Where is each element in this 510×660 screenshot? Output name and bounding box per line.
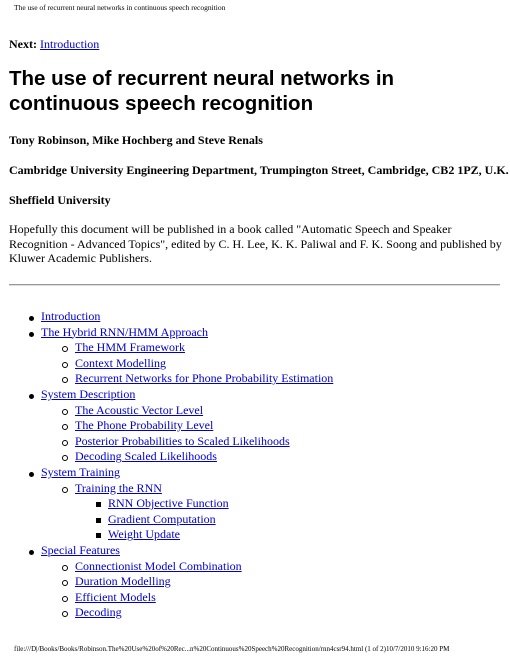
toc-item [0,496,333,512]
toc-item [0,418,333,434]
toc-item [0,356,333,372]
toc-item [0,605,333,621]
toc-item [0,340,333,356]
toc-item [0,527,333,543]
toc-item [0,590,333,606]
circle-bullet-icon [62,346,68,352]
table-of-contents [0,309,333,621]
disc-bullet-icon [29,316,34,321]
toc-item [0,434,333,450]
circle-bullet-icon [62,409,68,415]
toc-item [0,371,333,387]
toc-link[interactable]: Duration Modelling [75,574,171,589]
toc-item [0,481,333,497]
affiliation-cambridge: Cambridge University Engineering Department, Trumpington Street, Cambridge, CB2 1PZ, U.K. [9,163,509,177]
next-introduction-link[interactable]: Introduction [39,37,100,51]
print-footer-path: file:///D|/Books/Books/Robinson.The%20Use%20of%20Rec...n%20Continuous%20Speech%20Recognition/rnn4csr94.html (1 of 2)10/7/2010 9:16:20 PM [14,645,450,653]
toc-link[interactable]: Weight Update [108,527,181,542]
circle-bullet-icon [62,596,68,602]
toc-link[interactable]: RNN Objective Function [108,496,229,511]
disc-bullet-icon [29,472,34,477]
affiliation-sheffield: Sheffield University [9,193,111,207]
toc-link[interactable]: Special Features [41,542,120,557]
circle-bullet-icon [62,565,68,571]
toc-link[interactable]: The Acoustic Vector Level [75,402,204,417]
toc-item [0,559,333,575]
divider [9,284,500,286]
toc-item [0,574,333,590]
toc-link[interactable]: Context Modelling [75,355,166,370]
circle-bullet-icon [62,487,68,493]
square-bullet-icon [96,533,101,538]
toc-item [0,387,333,403]
toc-link[interactable]: Connectionist Model Combination [75,558,242,573]
page-title: The use of recurrent neural networks in continuous speech recognition [9,67,395,115]
toc-link[interactable]: Decoding [75,605,122,620]
square-bullet-icon [96,502,101,507]
toc-item [0,325,333,341]
toc-item [0,449,333,465]
circle-bullet-icon [62,362,68,368]
circle-bullet-icon [62,440,68,446]
circle-bullet-icon [62,611,68,617]
print-header-title: The use of recurrent neural networks in continuous speech recognition [14,3,226,12]
authors: Tony Robinson, Mike Hochberg and Steve Renals [9,133,263,147]
circle-bullet-icon [62,580,68,586]
square-bullet-icon [96,518,101,523]
toc-link[interactable]: System Training [41,464,121,479]
toc-item [0,465,333,481]
toc-link[interactable]: The Hybrid RNN/HMM Approach [41,324,208,339]
toc-link[interactable]: Gradient Computation [108,511,216,526]
disc-bullet-icon [29,394,34,399]
toc-link[interactable]: The HMM Framework [75,340,185,355]
toc-link[interactable]: Posterior Probabilities to Scaled Likelihoods [75,433,290,448]
toc-link[interactable]: Training the RNN [75,480,162,495]
circle-bullet-icon [62,424,68,430]
disc-bullet-icon [29,332,34,337]
circle-bullet-icon [62,455,68,461]
toc-item [0,403,333,419]
toc-item [0,512,333,528]
circle-bullet-icon [62,377,68,383]
disc-bullet-icon [29,550,34,555]
toc-item [0,543,333,559]
toc-link[interactable]: The Phone Probability Level [75,418,214,433]
next-navigation [9,37,99,52]
toc-link[interactable]: Recurrent Networks for Phone Probability Estimation [75,371,334,386]
toc-link[interactable]: Introduction [41,309,101,323]
toc-link[interactable]: Decoding Scaled Likelihoods [75,449,217,464]
toc-link[interactable]: Efficient Models [75,589,156,604]
toc-item [0,309,333,325]
publication-note: Hopefully this document will be published in a book called "Automatic Speech and Speaker Recognition - Advanced Topics", edited by C. H. Lee, K. K. Paliwal and F. K. Soong and published by Kluwer Academic Publishers. [9,222,502,265]
toc-link[interactable]: System Description [41,386,136,401]
next-label: Next: [9,37,37,51]
